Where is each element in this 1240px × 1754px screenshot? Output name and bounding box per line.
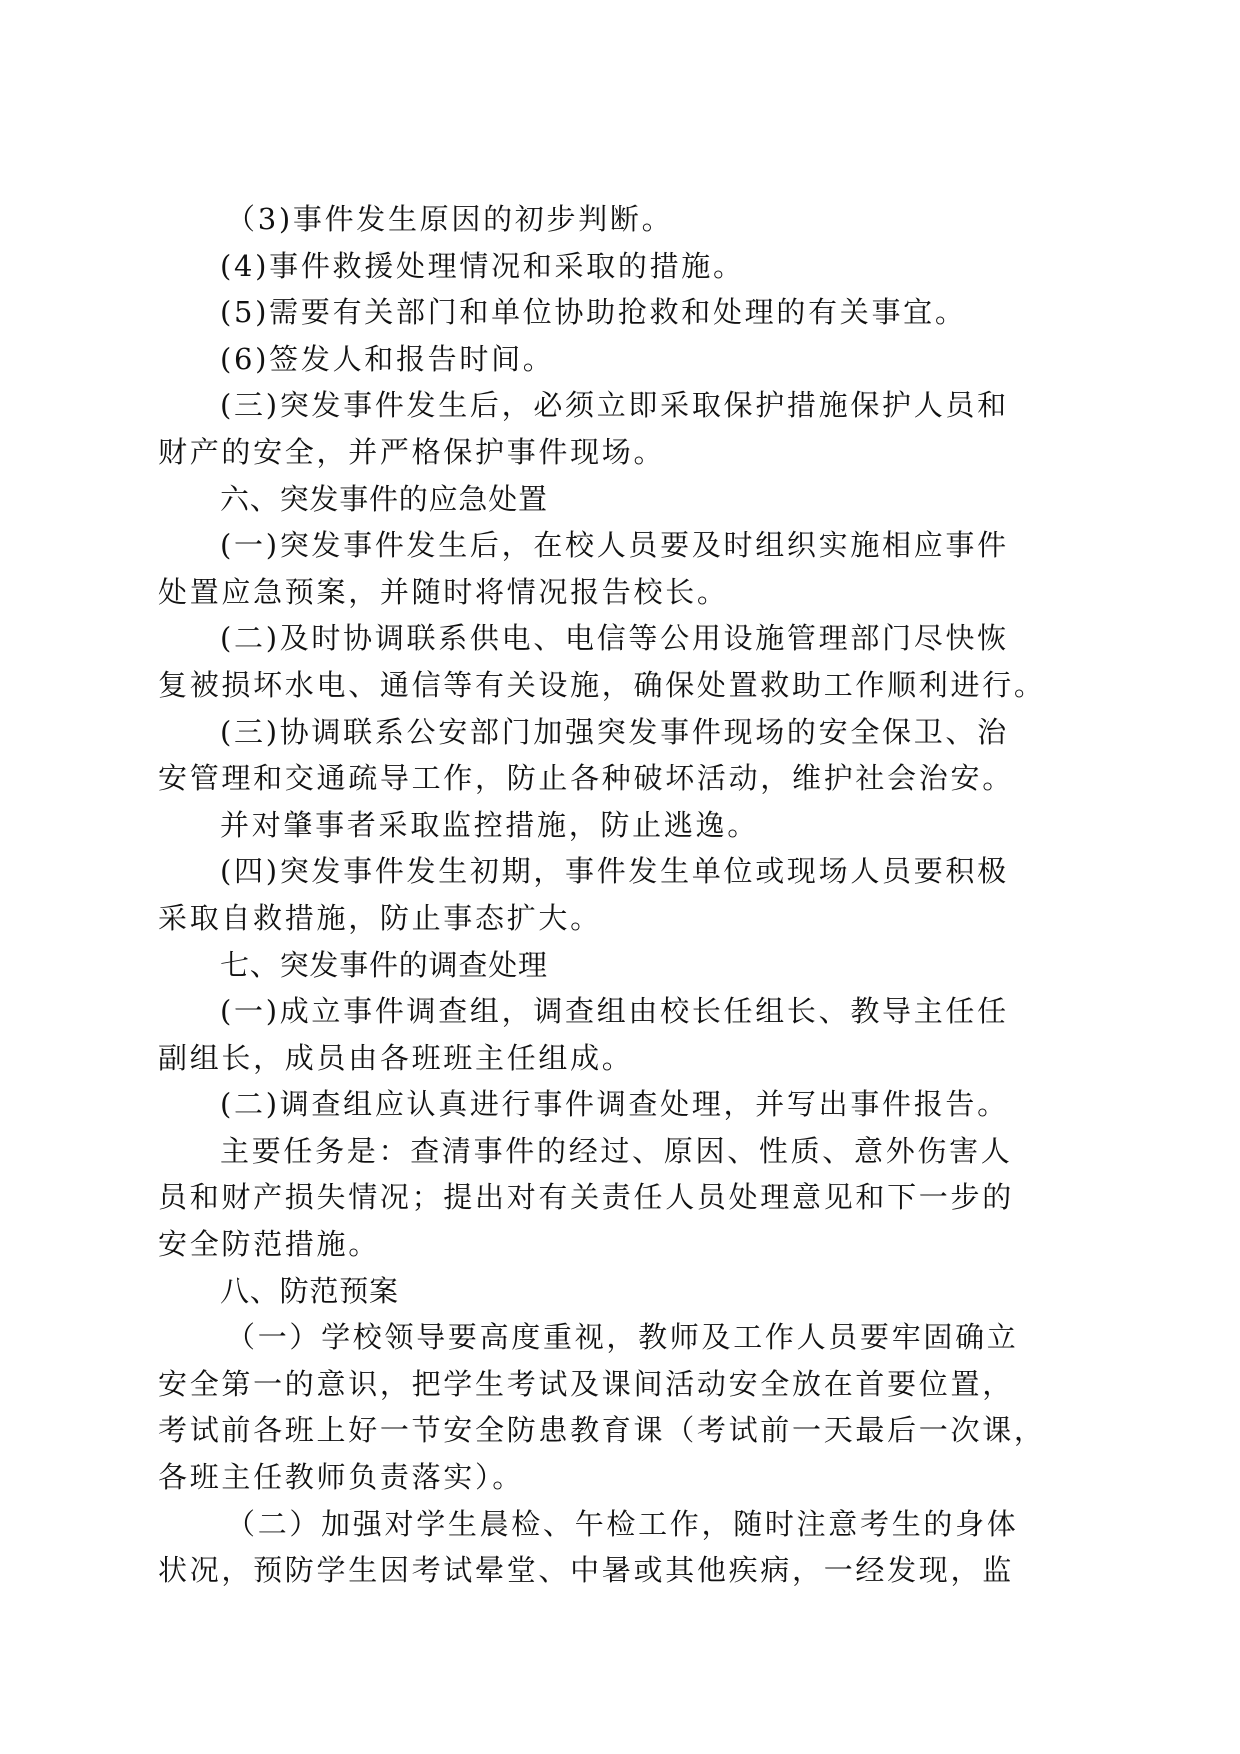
list-item-6: (6)签发人和报告时间。 <box>220 341 555 376</box>
paragraph-line: (三)突发事件发生后，必须立即采取保护措施保护人员和 <box>220 388 1009 423</box>
paragraph-line: (四)突发事件发生初期，事件发生单位或现场人员要积极 <box>220 854 1009 889</box>
paragraph-line: 处置应急预案，并随时将情况报告校长。 <box>158 574 729 609</box>
paragraph-line: 安全第一的意识，把学生考试及课间活动安全放在首要位置， <box>158 1366 1014 1401</box>
paragraph-line: 采取自救措施，防止事态扩大。 <box>158 900 602 935</box>
document-page <box>158 196 1082 1594</box>
paragraph-line: 考试前各班上好一节安全防患教育课（考试前一天最后一次课， <box>158 1413 1046 1448</box>
list-item-3: （3)事件发生原因的初步判断。 <box>226 202 674 236</box>
paragraph-line: 各班主任教师负责落实）。 <box>158 1460 524 1495</box>
paragraph-line: 安管理和交通疏导工作，防止各种破坏活动，维护社会治安。 <box>158 761 1014 796</box>
section-heading-7: 七、突发事件的调查处理 <box>220 947 548 982</box>
paragraph-line: (三)协调联系公安部门加强突发事件现场的安全保卫、治 <box>220 714 1009 749</box>
paragraph-line: 员和财产损失情况；提出对有关责任人员处理意见和下一步的 <box>158 1180 1014 1215</box>
paragraph-line: (二)及时协调联系供电、电信等公用设施管理部门尽快恢 <box>220 621 1009 656</box>
paragraph-line: 主要任务是：查清事件的经过、原因、性质、意外伤害人 <box>220 1133 1013 1168</box>
paragraph-line: (一)成立事件调查组，调查组由校长任组长、教导主任任 <box>220 994 1009 1029</box>
paragraph-line: 复被损坏水电、通信等有关设施，确保处置救助工作顺利进行。 <box>158 667 1046 702</box>
paragraph-line: (一)突发事件发生后，在校人员要及时组织实施相应事件 <box>220 528 1009 563</box>
paragraph-line: 安全防范措施。 <box>158 1227 380 1262</box>
paragraph-line: （一）学校领导要高度重视，教师及工作人员要牢固确立 <box>226 1320 1019 1355</box>
section-heading-6: 六、突发事件的应急处置 <box>220 481 548 516</box>
paragraph-line: 并对肇事者采取监控措施，防止逃逸。 <box>220 807 759 842</box>
paragraph-line: 副组长，成员由各班班主任组成。 <box>158 1040 634 1075</box>
list-item-4: (4)事件救援处理情况和采取的措施。 <box>220 248 745 283</box>
list-item-5: (5)需要有关部门和单位协助抢救和处理的有关事宜。 <box>220 295 967 330</box>
section-heading-8: 八、防范预案 <box>220 1273 399 1308</box>
paragraph-line: 财产的安全，并严格保护事件现场。 <box>158 434 666 469</box>
paragraph-line: （二）加强对学生晨检、午检工作，随时注意考生的身体 <box>226 1506 1019 1541</box>
paragraph-line: 状况，预防学生因考试晕堂、中暑或其他疾病，一经发现，监 <box>158 1553 1014 1588</box>
paragraph-line: (二)调查组应认真进行事件调查处理，并写出事件报告。 <box>220 1087 1009 1122</box>
